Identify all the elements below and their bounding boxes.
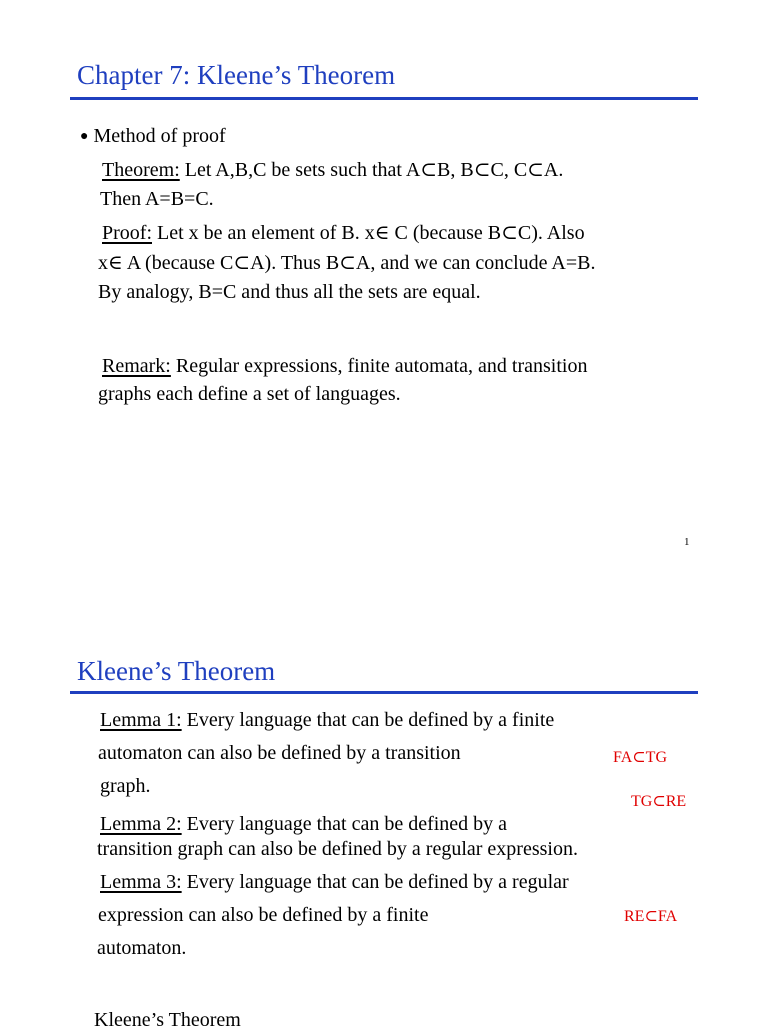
proof-line-2: x∈ A (because C⊂A). Thus B⊂A, and we can conclude A=B.	[98, 252, 596, 274]
lemma3-line-2: expression can also be defined by a finite	[98, 904, 429, 926]
bullet-icon: ●	[80, 129, 89, 144]
lemma2-label: Lemma 2:	[100, 813, 182, 835]
lemma3-label: Lemma 3:	[100, 871, 182, 893]
lemma1-label: Lemma 1:	[100, 709, 182, 731]
proof-line-3: By analogy, B=C and thus all the sets are equal.	[98, 281, 481, 303]
slide2-title: Kleene’s Theorem	[77, 656, 276, 686]
remark-line-1	[102, 356, 587, 376]
lemma1-line-3: graph.	[100, 775, 151, 797]
lemma2-line-1	[100, 814, 507, 834]
theorem-line-2: Then A=B=C.	[100, 188, 214, 210]
lemma3-line-3: automaton.	[97, 937, 187, 959]
slide3-title-partial: Kleene’s Theorem	[94, 1009, 241, 1031]
lemma3-text-1: Every language that can be defined by a regular	[181, 871, 569, 893]
proof-text-1: Let x be an element of B. x∈ C (because B⊂C). Also	[152, 222, 585, 244]
lemma1-line-1	[100, 710, 554, 730]
remark-line-2: graphs each define a set of languages.	[98, 383, 401, 405]
theorem-label: Theorem:	[102, 159, 180, 181]
lemma3-line-1	[100, 872, 569, 892]
slide1-title: Chapter 7: Kleene’s Theorem	[77, 60, 396, 90]
note-fa-tg: FA⊂TG	[613, 749, 667, 766]
lemma2-line-2: transition graph can also be defined by a regular expression.	[97, 838, 578, 860]
theorem-text-1: Let A,B,C be sets such that A⊂B, B⊂C, C⊂A.	[179, 159, 564, 181]
note-re-fa: RE⊂FA	[624, 908, 678, 925]
slide1-title-rule	[70, 97, 698, 100]
remark-text-1: Regular expressions, finite automata, and transition	[170, 355, 588, 377]
bullet-item	[80, 126, 226, 146]
theorem-line-1	[102, 160, 563, 180]
remark-label: Remark:	[102, 355, 171, 377]
lemma1-text-1: Every language that can be defined by a finite	[181, 709, 555, 731]
proof-label: Proof:	[102, 222, 152, 244]
proof-line-1	[102, 223, 585, 243]
bullet-text: Method of proof	[93, 125, 226, 147]
note-tg-re: TG⊂RE	[631, 793, 687, 810]
slide2-title-rule	[70, 691, 698, 694]
lemma2-text-1: Every language that can be defined by a	[181, 813, 508, 835]
lemma1-line-2: automaton can also be defined by a transition	[98, 742, 461, 764]
page-number: 1	[684, 536, 690, 548]
